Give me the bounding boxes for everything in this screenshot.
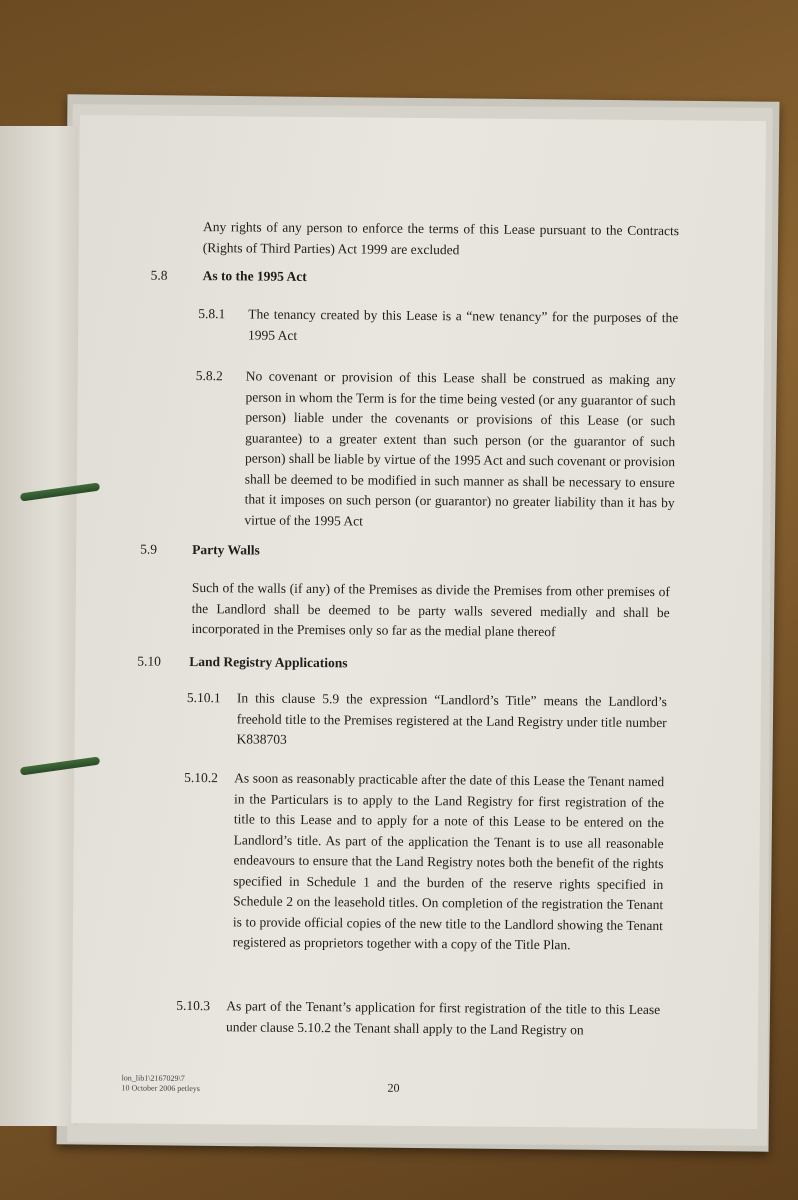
section-title: Land Registry Applications xyxy=(189,653,348,671)
subsection-text: As soon as reasonably practicable after the date of this Lease the Tenant named in the Particulars is to apply to the Land Registry for first registration of the title to this Lease and to apply for a note of this Lease to be entered on the Landlord’s title. As part of the application the Tenant is to use all reasonable endeavours to ensure that the Land Registry notes both the benefit of the rights specified in Schedule 1 and the burden of the reserve rights specified in Schedule 2 on the leasehold titles. On completion of the registration the Tenant is to provide official copies of the new title to the Landlord showing the Tenant registered as proprietors together with a copy of the Title Plan. xyxy=(232,770,665,953)
section-title: As to the 1995 Act xyxy=(202,268,307,284)
subsection-5-10-3 xyxy=(176,996,660,1041)
intro-paragraph: Any rights of any person to enforce the terms of this Lease pursuant to the Contracts (Rights of Third Parties) Act 1999 are excluded xyxy=(202,219,680,257)
subsection-5-10-1 xyxy=(186,688,667,754)
footer-reference xyxy=(121,1073,281,1094)
section-5-8-heading xyxy=(150,266,681,284)
section-5-9-heading xyxy=(140,540,670,558)
document-page xyxy=(71,115,766,1129)
section-number: 5.8 xyxy=(150,267,168,283)
subsection-number: 5.10.2 xyxy=(184,769,219,786)
section-5-10-heading xyxy=(137,652,667,671)
subsection-number: 5.10.1 xyxy=(186,689,221,706)
section-title: Party Walls xyxy=(192,541,260,558)
page-number: 20 xyxy=(387,1080,400,1095)
binder-left-page xyxy=(0,126,78,1126)
subsection-number: 5.8.1 xyxy=(198,306,226,322)
section-number: 5.10 xyxy=(137,653,161,669)
subsection-5-8-2 xyxy=(194,366,675,534)
subsection-text: In this clause 5.9 the expression “Landlord’s Title” means the Landlord’s freehold title to the Premises registered at the Land Registry under title number K838703 xyxy=(236,690,667,747)
subsection-text: No covenant or provision of this Lease shall be construed as making any person in whom the Term is for the time being vested (or any guarantor of such person) liable under the covenants or provisions of this Lease (or such guarantee) to a greater extent than such person (or the guarantor of such person) shall be liable by virtue of the 1995 Act and such covenant or provision shall be deemed to be modified in such manner as shall be necessary to ensure that it imposes on such person (or guarantor) no greater liability than it has by virtue of the 1995 Act xyxy=(244,368,676,528)
footer-ref-line2: 10 October 2006 petleys xyxy=(121,1083,200,1094)
footer-ref-line1: lon_lib1\2167029\7 xyxy=(121,1073,185,1083)
section-number: 5.9 xyxy=(140,541,158,557)
subsection-text: As part of the Tenant’s application for first registration of the title to this Lease under clause 5.10.2 the Tenant shall apply to the Land Registry on xyxy=(225,998,661,1037)
subsection-number: 5.10.3 xyxy=(176,997,211,1014)
subsection-text: The tenancy created by this Lease is a “new tenancy” for the purposes of the 1995 Act xyxy=(248,306,679,343)
subsection-5-10-2 xyxy=(183,768,665,957)
section-5-9-body: Such of the walls (if any) of the Premises as divide the Premises from other premises of the Landlord shall be deemed to be party walls severed medially and shall be incorporated in the Premises only so far as the medial plane thereof xyxy=(191,579,670,640)
subsection-number: 5.8.2 xyxy=(195,368,223,384)
subsection-5-8-1 xyxy=(198,304,678,349)
